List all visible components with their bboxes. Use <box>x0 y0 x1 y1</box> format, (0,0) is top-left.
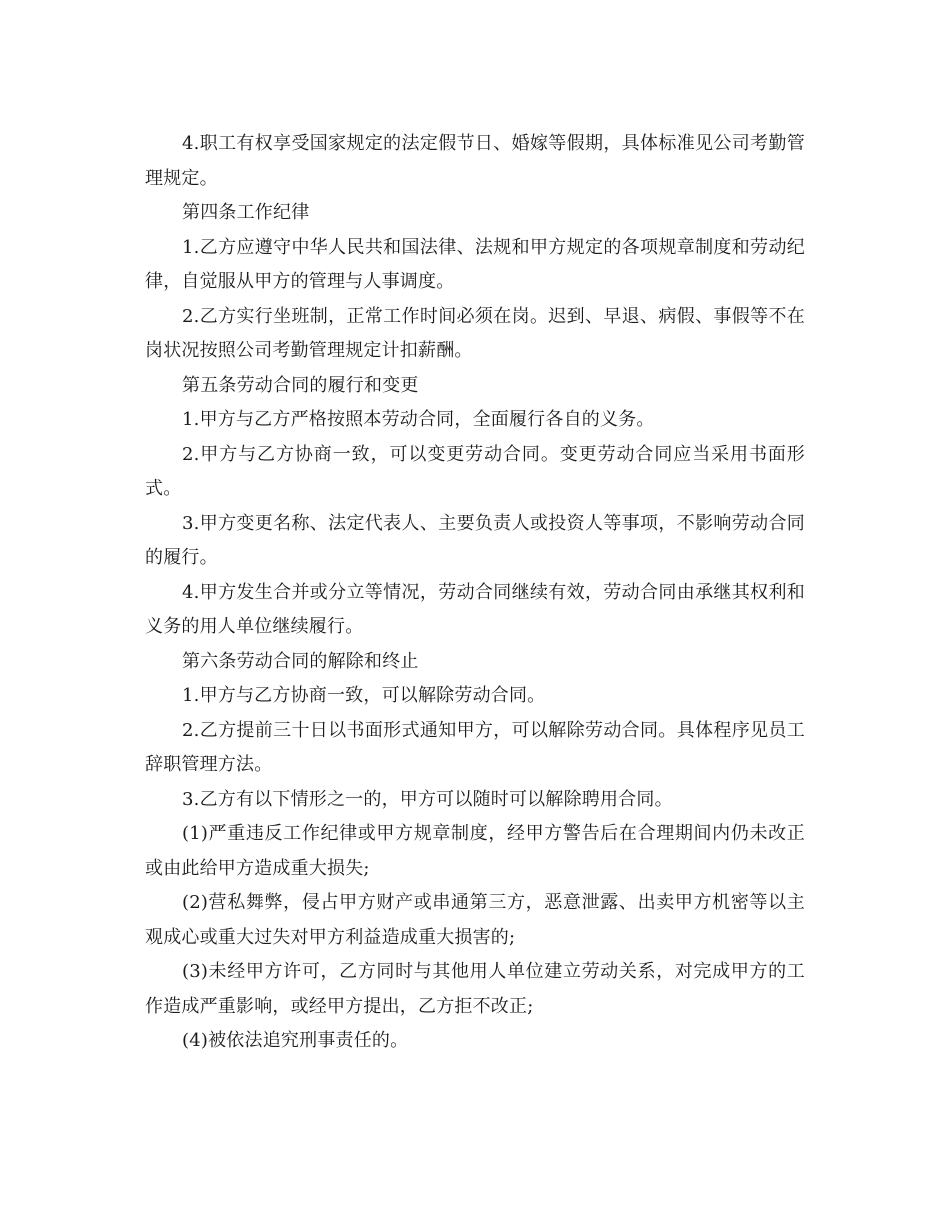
heading-article-5: 第五条劳动合同的履行和变更 <box>182 374 419 396</box>
paragraph-holiday-rights: 4.职工有权享受国家规定的法定假节日、婚嫁等假期，具体标准见公司考勤管理规定。 <box>145 133 805 189</box>
paragraph-article-4-item-2: 2.乙方实行坐班制，正常工作时间必须在岗。迟到、早退、病假、事假等不在岗状况按照公司考勤管理规定计扣薪酬。 <box>145 305 805 361</box>
paragraph-article-6-item-1: 1.甲方与乙方协商一致，可以解除劳动合同。 <box>182 685 546 706</box>
paragraph-article-5-item-4: 4.甲方发生合并或分立等情况，劳动合同继续有效，劳动合同由承继其权利和义务的用人单位继续履行。 <box>145 581 805 637</box>
heading-article-4: 第四条工作纪律 <box>182 202 310 223</box>
paragraph-sub-item-1: (1)严重违反工作纪律或甲方规章制度，经甲方警告后在合理期间内仍未改正或由此给甲方造成重大损失; <box>145 823 805 879</box>
paragraph-article-5-item-1: 1.甲方与乙方严格按照本劳动合同，全面履行各自的义务。 <box>182 409 655 430</box>
paragraph-sub-item-3: (3)未经甲方许可，乙方同时与其他用人单位建立劳动关系，对完成甲方的工作造成严重影响，或经甲方提出，乙方拒不改正; <box>145 961 805 1017</box>
heading-article-6: 第六条劳动合同的解除和终止 <box>182 650 419 672</box>
paragraph-article-6-item-2: 2.乙方提前三十日以书面形式通知甲方，可以解除劳动合同。具体程序见员工辞职管理方法。 <box>145 719 805 775</box>
paragraph-article-6-item-3: 3.乙方有以下情形之一的，甲方可以随时可以解除聘用合同。 <box>182 788 673 810</box>
paragraph-article-4-item-1: 1.乙方应遵守中华人民共和国法律、法规和甲方规定的各项规章制度和劳动纪律，自觉服从甲方的管理与人事调度。 <box>145 236 805 292</box>
document-page <box>145 127 805 1059</box>
paragraph-sub-item-4: (4)被依法追究刑事责任的。 <box>182 1030 409 1051</box>
paragraph-sub-item-2: (2)营私舞弊，侵占甲方财产或串通第三方，恶意泄露、出卖甲方机密等以主观成心或重大过失对甲方利益造成重大损害的; <box>145 892 805 948</box>
paragraph-article-5-item-2: 2.甲方与乙方协商一致，可以变更劳动合同。变更劳动合同应当采用书面形式。 <box>145 443 805 499</box>
paragraph-article-5-item-3: 3.甲方变更名称、法定代表人、主要负责人或投资人等事项，不影响劳动合同的履行。 <box>145 512 805 568</box>
